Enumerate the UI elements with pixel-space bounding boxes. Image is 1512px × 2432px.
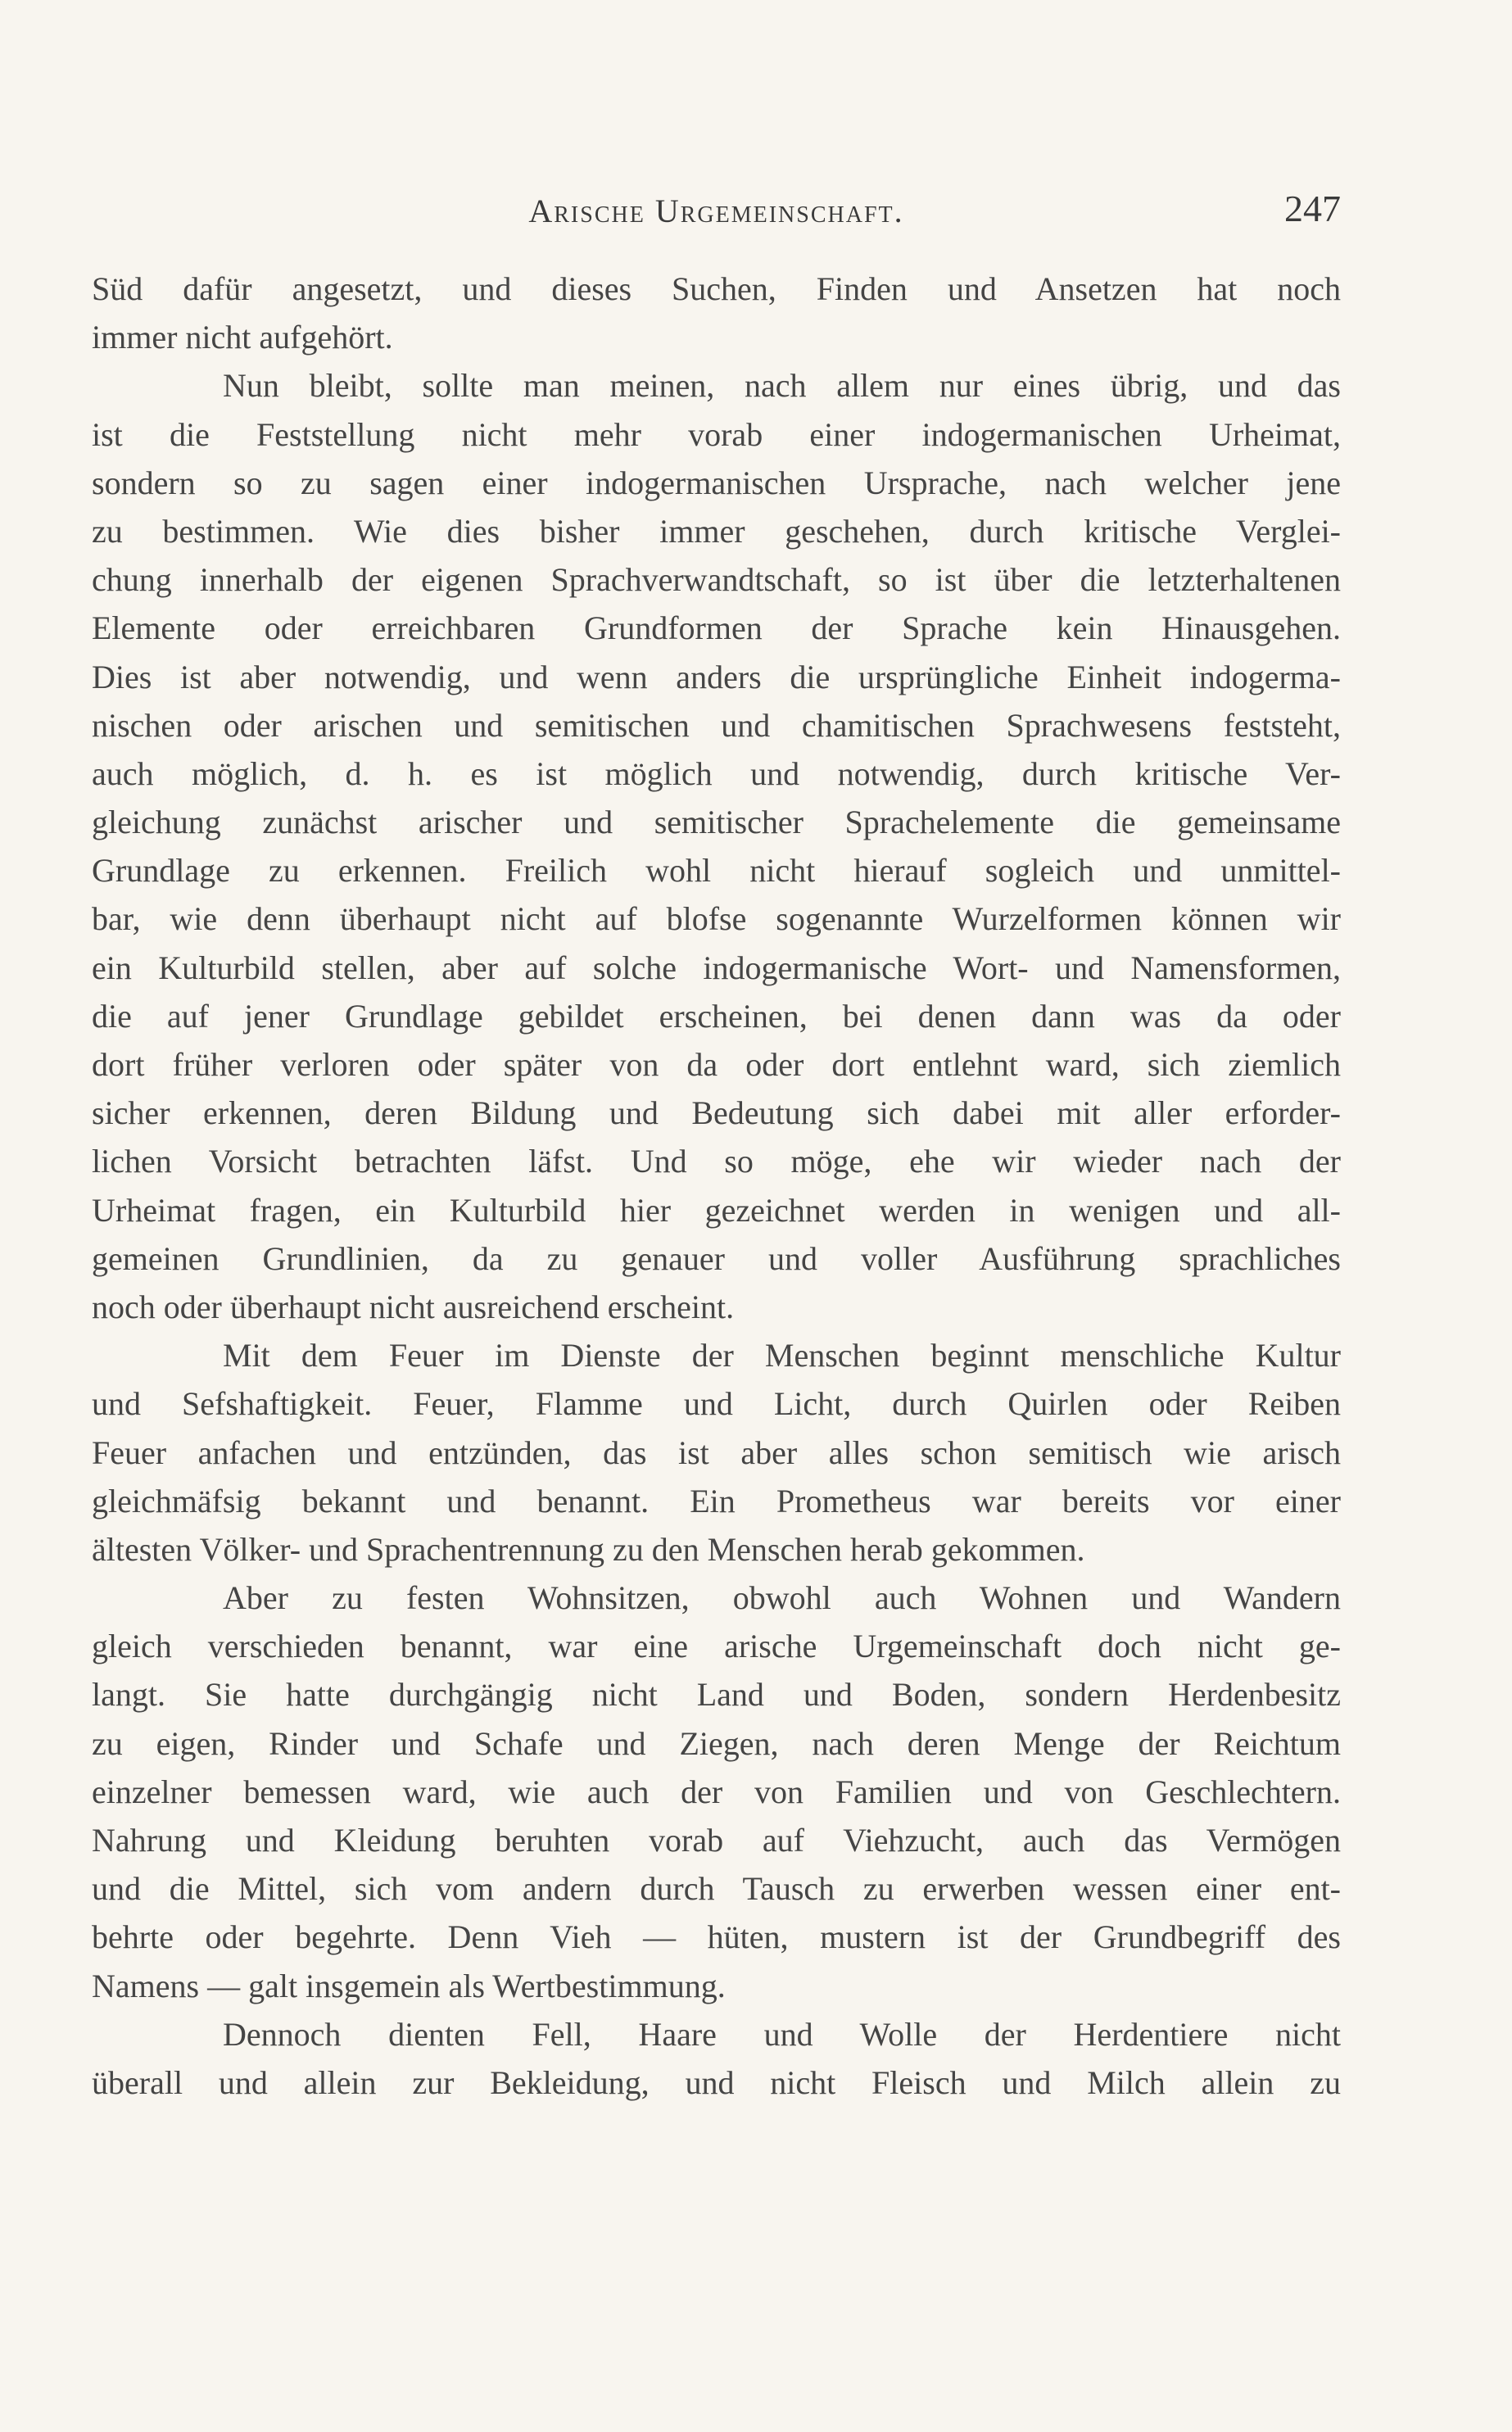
text-line: chung innerhalb der eigenen Sprachverwandtschaft, so ist über die letzterhaltenen bbox=[92, 561, 1341, 599]
text-line: immer nicht aufgehört. bbox=[92, 319, 393, 356]
text-line: dort früher verloren oder später von da oder dort entlehnt ward, sich ziemlich bbox=[92, 1046, 1341, 1083]
text-line: bar, wie denn überhaupt nicht auf blofse sogenannte Wurzelformen können wir bbox=[92, 900, 1341, 938]
running-title: Arische Urgemeinschaft. bbox=[528, 192, 904, 229]
text-line: zu eigen, Rinder und Schafe und Ziegen, nach deren Menge der Reichtum bbox=[92, 1724, 1341, 1762]
text-line: Namens — galt insgemein als Wertbestimmung. bbox=[92, 1967, 726, 2004]
text-line: behrte oder begehrte. Denn Vieh — hüten, mustern ist der Grundbegriff des bbox=[92, 1918, 1341, 1956]
text-line: gleich verschieden benannt, war eine arische Urgemeinschaft doch nicht ge- bbox=[92, 1628, 1341, 1665]
text-line: die auf jener Grundlage gebildet erscheinen, bei denen dann was da oder bbox=[92, 997, 1341, 1035]
text-line: sondern so zu sagen einer indogermanischen Ursprache, nach welcher jene bbox=[92, 464, 1341, 501]
text-line: Mit dem Feuer im Dienste der Menschen beginnt menschliche Kultur bbox=[223, 1337, 1341, 1375]
text-line: auch möglich, d. h. es ist möglich und notwendig, durch kritische Ver- bbox=[92, 754, 1341, 792]
text-line: Nun bleibt, sollte man meinen, nach allem nur eines übrig, und das bbox=[223, 367, 1341, 405]
text-line: zu bestimmen. Wie dies bisher immer geschehen, durch kritische Verglei- bbox=[92, 512, 1341, 550]
text-line: und die Mittel, sich vom andern durch Tausch zu erwerben wessen einer ent- bbox=[92, 1870, 1341, 1908]
text-line: gleichmäfsig bekannt und benannt. Ein Prometheus war bereits vor einer bbox=[92, 1482, 1341, 1519]
text-line: Urheimat fragen, ein Kulturbild hier gezeichnet werden in wenigen und all- bbox=[92, 1191, 1341, 1229]
text-line: Nahrung und Kleidung beruhten vorab auf Viehzucht, auch das Vermögen bbox=[92, 1822, 1341, 1859]
text-line: Süd dafür angesetzt, und dieses Suchen, Finden und Ansetzen hat noch bbox=[92, 270, 1341, 307]
text-line: Elemente oder erreichbaren Grundformen der Sprache kein Hinausgehen. bbox=[92, 609, 1341, 647]
text-line: ist die Feststellung nicht mehr vorab einer indogermanischen Urheimat, bbox=[92, 415, 1341, 453]
text-line: ein Kulturbild stellen, aber auf solche indogermanische Wort- und Namensformen, bbox=[92, 949, 1341, 986]
text-line: nischen oder arischen und semitischen und chamitischen Sprachwesens feststeht, bbox=[92, 706, 1341, 744]
text-line: gleichung zunächst arischer und semitischer Sprachelemente die gemeinsame bbox=[92, 804, 1341, 841]
text-line: ältesten Völker- und Sprachentrennung zu den Menschen herab gekommen. bbox=[92, 1530, 1085, 1568]
text-line: Dies ist aber notwendig, und wenn anders die ursprüngliche Einheit indogerma- bbox=[92, 658, 1341, 695]
text-line: Grundlage zu erkennen. Freilich wohl nicht hierauf sogleich und unmittel- bbox=[92, 852, 1341, 890]
text-line: noch oder überhaupt nicht ausreichend erscheint. bbox=[92, 1288, 735, 1325]
text-line: Feuer anfachen und entzünden, das ist aber alles schon semitisch wie arisch bbox=[92, 1433, 1341, 1471]
page-number: 247 bbox=[1284, 188, 1341, 229]
text-line: Aber zu festen Wohnsitzen, obwohl auch Wohnen und Wandern bbox=[223, 1579, 1341, 1617]
text-line: und Sefshaftigkeit. Feuer, Flamme und Licht, durch Quirlen oder Reiben bbox=[92, 1385, 1341, 1423]
text-line: gemeinen Grundlinien, da zu genauer und voller Ausführung sprachliches bbox=[92, 1239, 1341, 1277]
text-line: langt. Sie hatte durchgängig nicht Land und Boden, sondern Herdenbesitz bbox=[92, 1676, 1341, 1714]
text-line: überall und allein zur Bekleidung, und nicht Fleisch und Milch allein zu bbox=[92, 2063, 1341, 2101]
text-line: einzelner bemessen ward, wie auch der von Familien und von Geschlechtern. bbox=[92, 1773, 1341, 1810]
text-line: lichen Vorsicht betrachten läfst. Und so möge, ehe wir wieder nach der bbox=[92, 1143, 1341, 1180]
running-head bbox=[92, 187, 1341, 236]
body-text bbox=[92, 265, 1341, 2107]
text-line: sicher erkennen, deren Bildung und Bedeutung sich dabei mit aller erforder- bbox=[92, 1094, 1341, 1132]
text-line: Dennoch dienten Fell, Haare und Wolle der Herdentiere nicht bbox=[223, 2015, 1341, 2053]
